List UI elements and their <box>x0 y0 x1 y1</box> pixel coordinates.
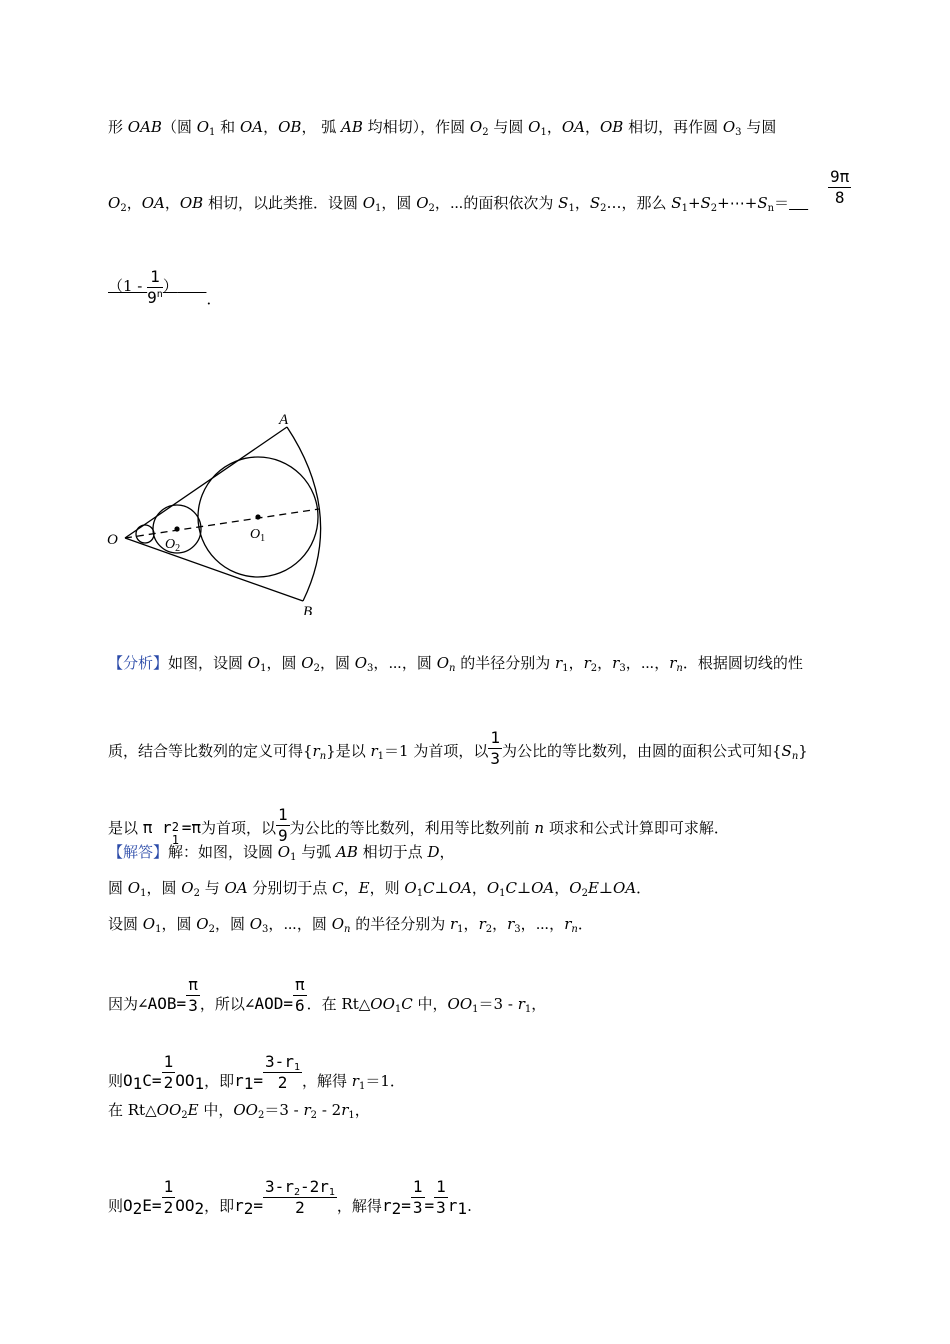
solution-line-1: 【解答】解：如图，设圆 $O_1$ 与弧 AB 相切于点 D， <box>108 843 455 863</box>
solution-line-3: 设圆 $O_1$，圆 $O_2$，圆 $O_3$，⋯，圆 $O_n$ 的半径分别为 $r_1$，$r_2$，$r_3$，⋯，$r_n$． <box>108 915 593 935</box>
label-A: A <box>279 412 289 428</box>
solution-line-2: 圆 $O_1$，圆 $O_2$ 与 OA 分别切于点 C，E，则 $O_1C\perp OA$，$O_1C\perp OA$，$O_2E\perp OA$． <box>108 879 652 899</box>
analysis-line-1: 【分析】如图，设圆 $O_1$，圆 $O_2$，圆 $O_3$，⋯，圆 $O_n$ 的半径分别为 $r_1$，$r_2$，$r_3$，⋯，$r_n$．根据圆切线的性 <box>108 654 803 674</box>
solution-line-6: 在 $Rt\triangle OO_2E$ 中，$OO_2=3 - r_2 - 2r_1$， <box>108 1101 370 1121</box>
text-line-1: 形 OAB（圆 $O_1$ 和 OA，OB， 弧 AB 均相切），作圆 $O_2$ 与圆 $O_1$，OA，OB 相切，再作圆 $O_3$ 与圆 <box>108 118 777 138</box>
center-dot-O2 <box>174 526 179 531</box>
label-O2: $O_2$ <box>165 537 181 554</box>
solution-line-4: 因为∠AOB= $\frac{\pi}{3}$ ，所以∠AOD= $\frac{\pi}{6}$ ．在 $Rt\triangle OO_1C$ 中，$OO_1=3 - r_1$， <box>108 975 547 1015</box>
label-O1: $O_1$ <box>250 527 266 544</box>
solution-line-7: 则$O_2E=$ $\frac{1}{2}$ $OO_2$，即$r_2=$ $\frac{3-r_2-2r_1}{2}$ ，解得$r_2=$ $\frac{1}{3}$ = $\frac{1}{3}$ $r_1$. <box>108 1177 472 1218</box>
ray-OA <box>125 427 287 538</box>
text-line-2: $O_2$，OA，OB 相切，以此类推．设圆 $O_1$，圆 $O_2$，⋯的面积依次为 $S_1$，$S_2\dots$，那么 $S_1+S_2+\cdots+S_n=$ <box>108 194 790 214</box>
analysis-line-2: 质，结合等比数列的定义可得$\{r_n\}$是以 $r_1=1$ 为首项，以 $\frac{1}{3}$ 为公比的等比数列，由圆的面积公式可知$\{S_n\}$ <box>108 728 808 768</box>
geometry-figure <box>105 405 335 615</box>
answer-fraction-9pi-8: $\frac{9\pi}{8}$ <box>830 167 850 207</box>
ray-OB <box>125 538 303 601</box>
center-dot-O1 <box>255 514 260 519</box>
label-B: B <box>303 604 313 615</box>
answer-line-3: （1 - $\frac{1}{9^n}$ ） ． <box>108 267 222 308</box>
analysis-line-3: 是以 π r 2 1 =π为首项，以 $\frac{1}{9}$ 为公比的等比数列，利用等比数列前 n 项求和公式计算即可求解． <box>108 805 729 847</box>
label-O: O <box>107 532 118 548</box>
arc-AB <box>287 427 321 601</box>
solution-line-5: 则$O_1C=$ $\frac{1}{2}$ $OO_1$，即$r_1=$ $\frac{3-r_1}{2}$ ，解得 $r_1=1$． <box>108 1052 405 1093</box>
